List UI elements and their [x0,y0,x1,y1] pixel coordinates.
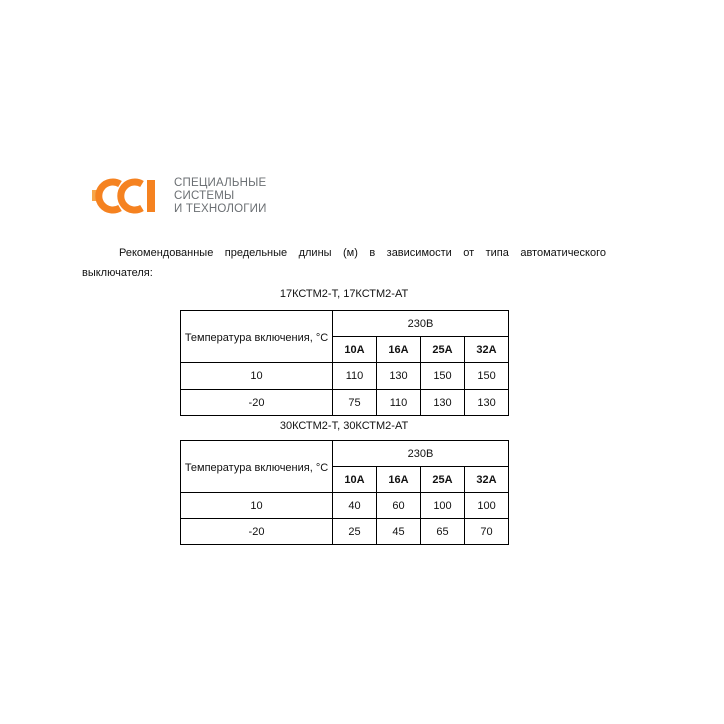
table-1-amp-header: 25A [421,337,465,363]
logo-text-line-3: И ТЕХНОЛОГИИ [174,202,267,215]
table-1-temp-header: Температура включения, °С [181,311,333,363]
table-2-value-cell: 40 [333,493,377,519]
logo-wordmark [174,177,267,216]
table-row [181,493,509,519]
table-2-value-cell: 70 [465,519,509,545]
logo-text-line-1: СПЕЦИАЛЬНЫЕ [174,176,267,189]
table-row [181,363,509,390]
table-2-amp-header: 16A [377,467,421,493]
table-1-temp-cell: 10 [181,363,333,390]
logo-text-line-2: СИСТЕМЫ [174,189,235,202]
table-2-temp-cell: -20 [181,519,333,545]
table-1-voltage-header: 230В [333,311,509,337]
table-1-value-cell: 110 [377,390,421,416]
table-2-caption: 30КСТМ2-Т, 30КСТМ2-АТ [279,420,409,432]
table-1-amp-header: 32A [465,337,509,363]
table-2-value-cell: 100 [421,493,465,519]
table-2-value-cell: 25 [333,519,377,545]
table-2-value-cell: 60 [377,493,421,519]
table-1-amp-header: 16A [377,337,421,363]
table-1-value-cell: 110 [333,363,377,390]
table-2-value-cell: 100 [465,493,509,519]
logo-ccs-mark [90,176,162,216]
table-2-amp-header: 25A [421,467,465,493]
table-2 [180,440,509,545]
table-2-temp-header: Температура включения, °С [181,441,333,493]
table-1-value-cell: 130 [465,390,509,416]
table-row [181,390,509,416]
company-logo [90,176,267,216]
intro-paragraph [82,243,606,283]
intro-line-1: Рекомендованные предельные длины (м) в зависимости от типа автоматического [119,247,606,259]
table-1-value-cell: 150 [421,363,465,390]
table-1-value-cell: 130 [377,363,421,390]
table-1 [180,310,509,416]
table-2-amp-header: 10A [333,467,377,493]
table-1-value-cell: 130 [421,390,465,416]
table-1-value-cell: 75 [333,390,377,416]
table-1-caption: 17КСТМ2-Т, 17КСТМ2-АТ [279,288,409,300]
table-2-value-cell: 45 [377,519,421,545]
table-1-temp-cell: -20 [181,390,333,416]
table-2-voltage-header: 230В [333,441,509,467]
table-2-temp-cell: 10 [181,493,333,519]
table-1-amp-header: 10A [333,337,377,363]
table-2-amp-header: 32A [465,467,509,493]
table-2-value-cell: 65 [421,519,465,545]
table-1-value-cell: 150 [465,363,509,390]
table-row [181,519,509,545]
intro-line-2: выключателя: [82,267,153,279]
